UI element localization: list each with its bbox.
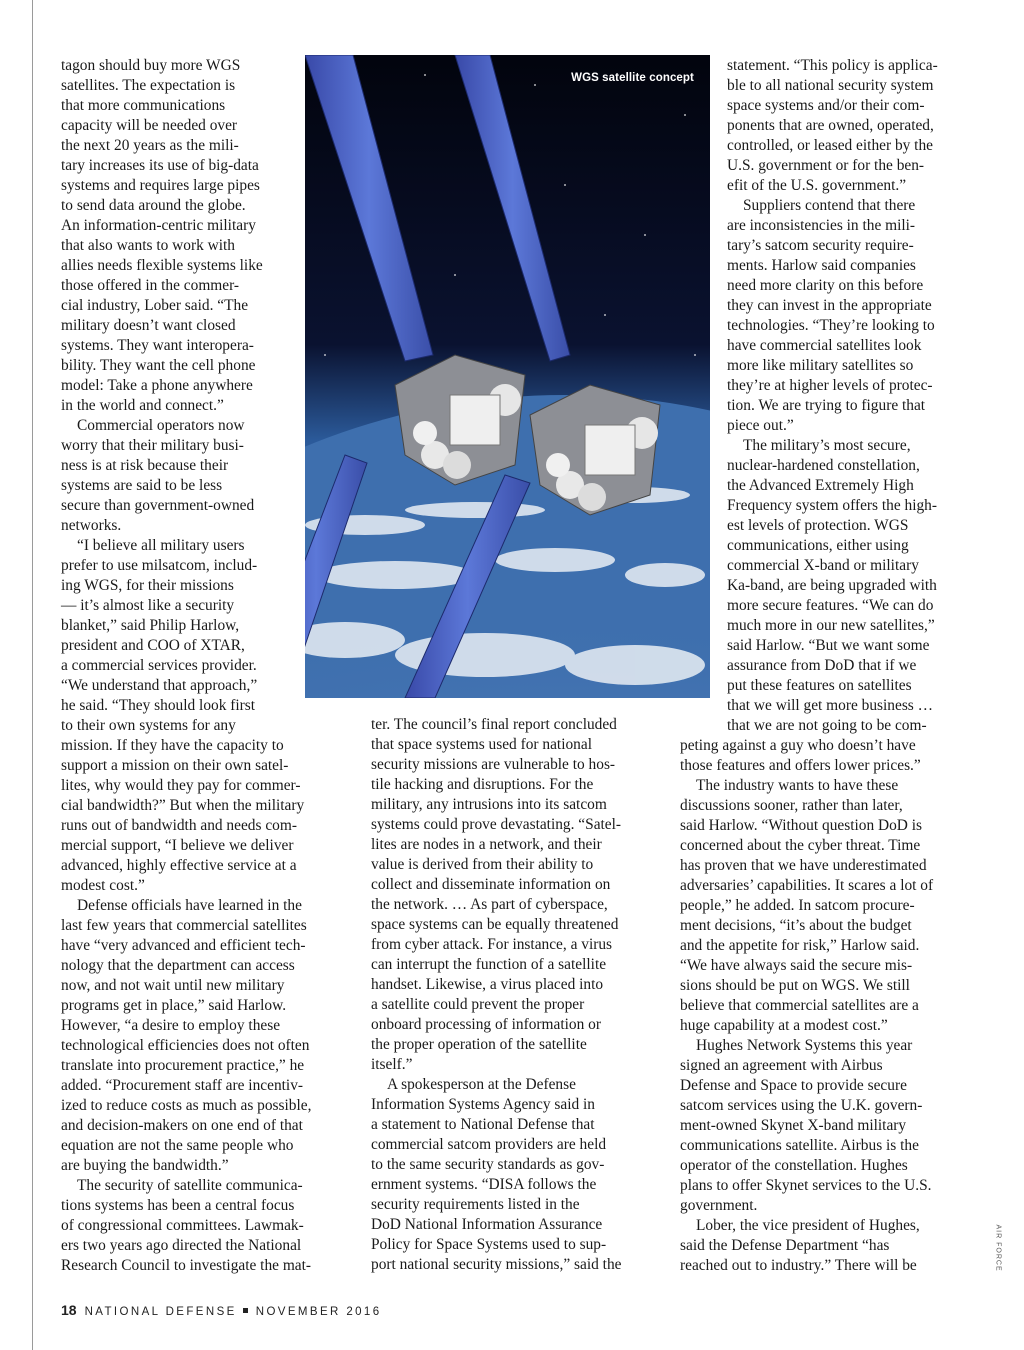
text-line: translate into procurement practice,” he — [61, 1057, 305, 1074]
text-line: Defense and Space to provide secure — [680, 1077, 907, 1094]
text-line: An information-centric military — [61, 217, 256, 234]
text-line: controlled, or leased either by the — [727, 137, 933, 154]
text-line: est levels of protection. WGS — [727, 517, 909, 534]
text-line: those offered in the commer- — [61, 277, 240, 294]
text-line: A spokesperson at the Defense — [387, 1076, 576, 1093]
text-line: they’re at higher levels of protec- — [727, 377, 933, 394]
text-line: the Advanced Extremely High — [727, 477, 914, 494]
text-line: systems could prove devastating. “Satel- — [371, 816, 622, 833]
text-line: to the same security standards as gov- — [371, 1156, 605, 1173]
text-line: concerned about the cyber threat. Time — [680, 837, 921, 854]
text-line: much more in our new satellites,” — [727, 617, 935, 634]
text-line: allies needs flexible systems like — [61, 257, 263, 274]
text-line: ing WGS, for their missions — [61, 577, 234, 594]
text-line: commercial satcom providers are held — [371, 1136, 607, 1153]
text-line: adversaries’ capabilities. It scares a lot of — [680, 877, 934, 894]
text-line: tile hacking and disruptions. For the — [371, 776, 594, 793]
photo-credit-text: AIR FORCE — [994, 1224, 1002, 1272]
page-footer — [61, 1302, 382, 1318]
publication-name: NATIONAL DEFENSE — [84, 1306, 237, 1318]
text-line: Suppliers contend that there — [743, 197, 916, 214]
text-line: itself.” — [371, 1056, 413, 1073]
article-column-3 — [680, 56, 938, 1276]
text-line: satellites. The expectation is — [61, 77, 236, 94]
text-line: signed an agreement with Airbus — [680, 1057, 883, 1074]
text-line: technological efficiencies does not often — [61, 1037, 310, 1054]
text-line: The security of satellite communica- — [77, 1177, 303, 1194]
text-line: port national security missions,” said the — [371, 1256, 622, 1273]
text-line: put these features on satellites — [727, 677, 912, 694]
text-line: model: Take a phone anywhere — [61, 377, 253, 394]
text-line: has proven that we have underestimated — [680, 857, 927, 874]
text-line: worry that their military busi- — [61, 437, 244, 454]
text-line: handset. Likewise, a virus placed into — [371, 976, 604, 993]
text-line: satcom services using the U.K. govern- — [680, 1097, 923, 1114]
text-line: a commercial services provider. — [61, 657, 257, 674]
text-line: more like military satellites so — [727, 357, 914, 374]
text-line: a statement to National Defense that — [371, 1116, 595, 1133]
text-line: believe that commercial satellites are a — [680, 997, 919, 1014]
photo-caption: WGS satellite concept — [571, 72, 694, 84]
text-line: president and COO of XTAR, — [61, 637, 245, 654]
text-line: modest cost.” — [61, 877, 145, 894]
text-line: systems. They want interopera- — [61, 337, 254, 354]
text-line: statement. “This policy is applica- — [727, 57, 938, 74]
text-line: nology that the department can access — [61, 957, 295, 974]
text-line: tions systems has been a central focus — [61, 1197, 295, 1214]
text-line: and the appetite for risk,” Harlow said. — [680, 937, 920, 954]
text-line: mission. If they have the capacity to — [61, 737, 284, 754]
text-line: from cyber attack. For instance, a virus — [371, 936, 613, 953]
text-line: “We understand that approach,” — [61, 677, 258, 694]
text-line: that we will get more business … — [727, 697, 934, 714]
left-margin-rule — [32, 0, 33, 1350]
text-line: tion. We are trying to figure that — [727, 397, 926, 414]
text-line: Policy for Space Systems used to sup- — [371, 1236, 607, 1253]
text-line: lites, why would they pay for commer- — [61, 777, 301, 794]
text-line: Research Council to investigate the mat- — [61, 1257, 312, 1274]
text-line: nuclear-hardened constellation, — [727, 457, 920, 474]
text-line: Ka-band, are being upgraded with — [727, 577, 937, 594]
text-line: collect and disseminate information on — [371, 876, 611, 893]
text-line: networks. — [61, 517, 122, 534]
text-line: “We have always said the secure mis- — [680, 957, 913, 974]
text-line: piece out.” — [727, 417, 794, 434]
text-line: assurance from DoD that if we — [727, 657, 917, 674]
text-line: security requirements listed in the — [371, 1196, 580, 1213]
text-line: huge capability at a modest cost.” — [680, 1017, 888, 1034]
photo-credit — [993, 1226, 1003, 1276]
page-number: 18 — [61, 1302, 77, 1318]
text-line: added. “Procurement staff are incentiv- — [61, 1077, 304, 1094]
text-line: people,” he added. In satcom procure- — [680, 897, 915, 914]
text-line: those features and offers lower prices.” — [680, 757, 921, 774]
text-line: tary’s satcom security require- — [727, 237, 914, 254]
text-line: bility. They want the cell phone — [61, 357, 256, 374]
text-line: military, any intrusions into its satcom — [371, 796, 607, 813]
text-line: blanket,” said Philip Harlow, — [61, 617, 240, 634]
text-line: Frequency system offers the high- — [727, 497, 938, 514]
text-line: a satellite could prevent the proper — [371, 996, 585, 1013]
text-line: tagon should buy more WGS — [61, 57, 241, 74]
text-line: said Harlow. “But we want some — [727, 637, 930, 654]
text-line: they can invest in the appropriate — [727, 297, 932, 314]
text-line: of congressional committees. Lawmak- — [61, 1217, 304, 1234]
text-line: secure than government-owned — [61, 497, 255, 514]
text-line: ment-owned Skynet X-band military — [680, 1117, 907, 1134]
text-line: said the Defense Department “has — [680, 1237, 890, 1254]
text-line: Commercial operators now — [77, 417, 245, 434]
text-line: and decision-makers on one end of that — [61, 1117, 303, 1134]
text-line: are inconsistencies in the mili- — [727, 217, 916, 234]
text-line: have “very advanced and efficient tech- — [61, 937, 306, 954]
text-line: Hughes Network Systems this year — [696, 1037, 913, 1054]
article-column-1 — [61, 56, 311, 1276]
text-line: peting against a guy who doesn’t have — [680, 737, 916, 754]
text-line: U.S. government or for the ben- — [727, 157, 925, 174]
text-line: Information Systems Agency said in — [371, 1096, 595, 1113]
text-line: However, “a desire to employ these — [61, 1017, 281, 1034]
text-line: runs out of bandwidth and needs com- — [61, 817, 297, 834]
text-line: advanced, highly effective service at a — [61, 857, 297, 874]
text-line: to send data around the globe. — [61, 197, 246, 214]
text-line: Lober, the vice president of Hughes, — [696, 1217, 920, 1234]
text-line: value is derived from their ability to — [371, 856, 594, 873]
text-line: discussions sooner, rather than later, — [680, 797, 903, 814]
text-line: operator of the constellation. Hughes — [680, 1157, 908, 1174]
text-line: the network. … As part of cyberspace, — [371, 896, 608, 913]
text-line: the next 20 years as the mili- — [61, 137, 239, 154]
footer-separator — [243, 1308, 248, 1313]
text-line: reached out to industry.” There will be — [680, 1257, 917, 1274]
text-line: ers two years ago directed the National — [61, 1237, 302, 1254]
text-line: ment decisions, “it’s about the budget — [680, 917, 912, 934]
text-line: ness is at risk because their — [61, 457, 229, 474]
text-line: can interrupt the function of a satellite — [371, 956, 607, 973]
text-line: to their own systems for any — [61, 717, 236, 734]
text-line: plans to offer Skynet services to the U.S. — [680, 1177, 932, 1194]
text-line: systems are said to be less — [61, 477, 223, 494]
text-line: ized to reduce costs as much as possible, — [61, 1097, 312, 1114]
text-line: equation are not the same people who — [61, 1137, 294, 1154]
text-line: ble to all national security system — [727, 77, 934, 94]
text-line: tary increases its use of big-data — [61, 157, 259, 174]
text-line: are buying the bandwidth.” — [61, 1157, 229, 1174]
text-line: space systems and/or their com- — [727, 97, 925, 114]
text-line: have commercial satellites look — [727, 337, 922, 354]
text-line: cial bandwidth?” But when the military — [61, 797, 305, 814]
text-line: in the world and connect.” — [61, 397, 224, 414]
text-line: DoD National Information Assurance — [371, 1216, 603, 1233]
text-line: security missions are vulnerable to hos- — [371, 756, 616, 773]
wgs-satellite-photo — [305, 55, 710, 698]
issue-date: NOVEMBER 2016 — [255, 1306, 382, 1318]
text-line: ter. The council’s final report concluded — [371, 716, 617, 733]
text-line: that more communications — [61, 97, 226, 114]
text-line: prefer to use milsatcom, includ- — [61, 557, 258, 574]
text-line: ponents that are owned, operated, — [727, 117, 934, 134]
text-line: government. — [680, 1197, 758, 1214]
text-line: sions should be put on WGS. We still — [680, 977, 910, 994]
text-line: that we are not going to be com- — [727, 717, 927, 734]
text-line: efit of the U.S. government.” — [727, 177, 907, 194]
text-line: Defense officials have learned in the — [77, 897, 302, 914]
text-line: The military’s most secure, — [743, 437, 911, 454]
text-line: support a mission on their own satel- — [61, 757, 289, 774]
text-line: that also wants to work with — [61, 237, 235, 254]
text-line: communications satellite. Airbus is the — [680, 1137, 919, 1154]
text-line: space systems can be equally threatened — [371, 916, 619, 933]
text-line: last few years that commercial satellites — [61, 917, 307, 934]
text-line: — it’s almost like a security — [61, 597, 235, 614]
text-line: need more clarity on this before — [727, 277, 924, 294]
text-line: he said. “They should look first — [61, 697, 256, 714]
text-line: ments. Harlow said companies — [727, 257, 916, 274]
text-line: the proper operation of the satellite — [371, 1036, 587, 1053]
satellite-illustration — [305, 55, 710, 698]
text-line: said Harlow. “Without question DoD is — [680, 817, 923, 834]
text-line: systems and requires large pipes — [61, 177, 260, 194]
text-line: technologies. “They’re looking to — [727, 317, 935, 334]
text-line: commercial X-band or military — [727, 557, 919, 574]
text-line: that space systems used for national — [371, 736, 592, 753]
text-line: more secure features. “We can do — [727, 597, 934, 614]
text-line: communications, either using — [727, 537, 909, 554]
text-line: capacity will be needed over — [61, 117, 238, 134]
text-line: mercial support, “I believe we deliver — [61, 837, 294, 854]
article-column-2 — [371, 715, 621, 1275]
text-line: now, and not wait until new military — [61, 977, 285, 994]
text-line: lites are nodes in a network, and their — [371, 836, 602, 853]
text-line: onboard processing of information or — [371, 1016, 601, 1033]
text-line: “I believe all military users — [77, 537, 245, 554]
text-line: military doesn’t want closed — [61, 317, 236, 334]
text-line: cial industry, Lober said. “The — [61, 297, 249, 314]
text-line: The industry wants to have these — [696, 777, 899, 794]
text-line: programs get in place,” said Harlow. — [61, 997, 287, 1014]
text-line: ernment systems. “DISA follows the — [371, 1176, 597, 1193]
